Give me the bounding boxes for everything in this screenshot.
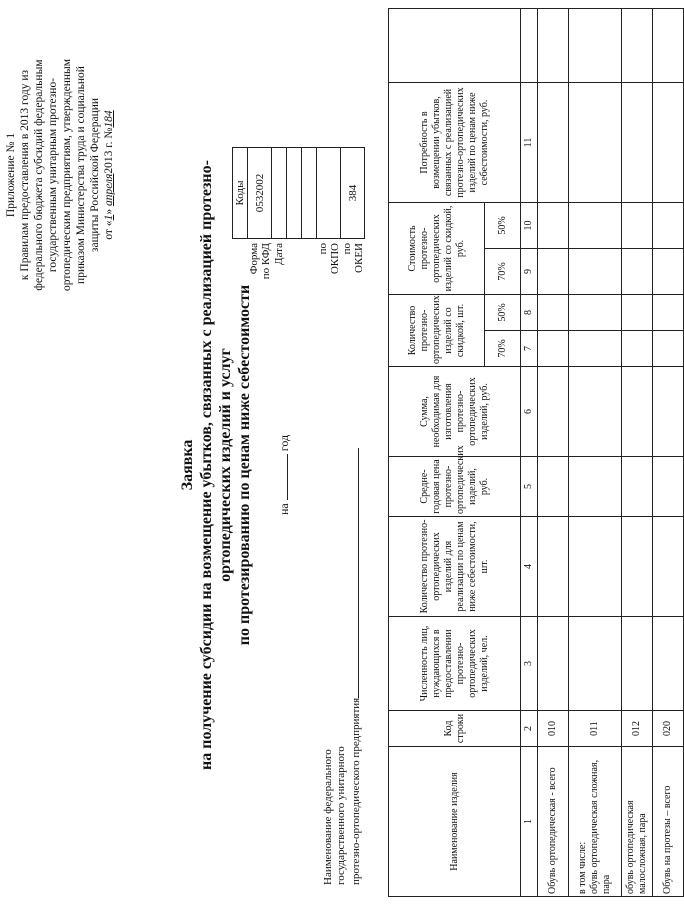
header-price: Средне-годовая цена протезно-ортопедических изделий, руб.	[389, 457, 521, 517]
row-cell	[653, 457, 684, 517]
title-line: Заявка	[179, 439, 196, 491]
row-cell	[653, 617, 684, 711]
header-name: Наименование изделия	[389, 747, 521, 897]
row-cell	[622, 248, 653, 294]
row-cell	[538, 202, 569, 248]
okpo-label: по ОКПО	[316, 243, 341, 275]
row-cell	[569, 248, 622, 294]
row-cell	[622, 82, 653, 202]
title-line: на получение субсидии на возмещение убытков, связанных с реализацией протезно-ортопедических изделий и услуг	[198, 160, 234, 770]
row-cell	[653, 8, 684, 82]
row-cell	[653, 331, 684, 367]
year-suffix: год	[277, 434, 291, 452]
year-line	[276, 435, 292, 515]
row-cell	[653, 367, 684, 457]
header-people: Численность лиц, нуждающихся в предоставлении протезно-ортопедических изделий, чел.	[389, 617, 521, 711]
column-number: 8	[521, 294, 538, 330]
row-cell	[569, 8, 622, 82]
header-quantity: Количество протезно-ортопедических изделий для реализации по ценам ниже себестоимости, шт.	[389, 517, 521, 617]
okei-label: по ОКЕИ	[340, 243, 365, 273]
row-cell	[538, 8, 569, 82]
appendix-line: приказом Министерства труда и социальной	[75, 66, 87, 284]
appendix-line: ортопедическим предприятиям, утвержденным	[61, 58, 73, 292]
title-line: по протезированию по ценам ниже себестоимости	[236, 284, 253, 646]
appendix-line: федерального бюджета субсидий федеральным	[33, 59, 45, 291]
header-need: Потребность в возмещении убытков, связанных с реализацией протезно-ортопедических изделий по ценам ниже себестоимости, руб.	[389, 82, 521, 202]
header-cost-discount: Стоимость протезно-ортопедических изделий со скидкой, руб.	[389, 202, 485, 294]
header-code: Код строки	[389, 711, 521, 747]
table-row	[653, 8, 684, 896]
header-cost-70: 70%	[485, 248, 521, 294]
org-label-line: государственного унитарного	[335, 746, 347, 885]
organization-field	[322, 448, 363, 885]
column-number: 7	[521, 331, 538, 367]
row-cell	[569, 367, 622, 457]
row-cell	[569, 517, 622, 617]
table-row	[622, 8, 653, 896]
column-number-empty	[521, 8, 538, 82]
row-cell	[538, 331, 569, 367]
row-cell	[653, 248, 684, 294]
row-cell	[622, 8, 653, 82]
row-cell	[622, 202, 653, 248]
header-qty-50: 50%	[485, 294, 521, 330]
appendix-note	[4, 5, 116, 345]
row-name: Обувь ортопедическая - всего	[538, 747, 569, 897]
date-prefix: от «	[103, 220, 115, 240]
row-cell	[653, 294, 684, 330]
row-name: обувь ортопедическая малосложная, пара	[622, 747, 653, 897]
row-cell	[622, 517, 653, 617]
code-cell-empty	[302, 148, 317, 239]
row-cell	[569, 202, 622, 248]
column-number: 5	[521, 457, 538, 517]
row-cell	[569, 457, 622, 517]
header-cost-50: 50%	[485, 202, 521, 248]
year-blank	[276, 454, 288, 500]
date-year: 2013 г. №	[103, 127, 115, 174]
document-title	[178, 145, 254, 785]
row-cell	[538, 248, 569, 294]
row-code: 011	[569, 711, 622, 747]
header-qty-70: 70%	[485, 331, 521, 367]
date-code-value	[272, 148, 287, 239]
appendix-line: защиты Российской Федерации	[89, 97, 101, 253]
row-cell	[622, 617, 653, 711]
row-name: в том числе: обувь ортопедическая сложная, пара	[569, 747, 622, 897]
row-cell	[538, 457, 569, 517]
row-code: 010	[538, 711, 569, 747]
org-fill-line	[348, 448, 359, 698]
header-extra	[389, 8, 521, 82]
row-cell	[653, 517, 684, 617]
column-number: 1	[521, 747, 538, 897]
appendix-date	[102, 5, 116, 345]
header-quantity-discount: Количество протезно-ортопедических изделий со скидкой, шт.	[389, 294, 485, 366]
row-name: Обувь на протезы – всего	[653, 747, 684, 897]
header-sum: Сумма, необходимая для изготовления протезно-ортопедических изделий, руб.	[389, 367, 521, 457]
codes-header: Коды	[233, 148, 248, 239]
row-cell	[653, 82, 684, 202]
row-cell	[538, 294, 569, 330]
row-cell	[538, 82, 569, 202]
date-label: Дата	[273, 243, 285, 265]
column-number: 11	[521, 82, 538, 202]
row-cell	[569, 82, 622, 202]
date-month: апреля	[103, 173, 115, 207]
row-cell	[622, 367, 653, 457]
table-row	[569, 8, 622, 896]
date-mid: »	[103, 208, 115, 215]
row-code: 020	[653, 711, 684, 747]
okpo-code-value	[317, 148, 341, 239]
form-label: Форма по КФД	[247, 243, 272, 280]
row-cell	[622, 294, 653, 330]
column-number: 10	[521, 202, 538, 248]
year-prefix: на	[277, 503, 291, 515]
column-number: 6	[521, 367, 538, 457]
row-cell	[653, 202, 684, 248]
column-number: 4	[521, 517, 538, 617]
appendix-line: к Правилам предоставления в 2013 году из	[19, 69, 31, 281]
code-cell-empty	[287, 148, 302, 239]
row-cell	[569, 331, 622, 367]
column-number: 9	[521, 248, 538, 294]
org-label-line: Наименование федерального	[322, 749, 334, 885]
org-label-line: протезно-ортопедического предприятия	[350, 697, 362, 885]
row-cell	[569, 617, 622, 711]
date-number: 184	[103, 110, 115, 128]
row-cell	[538, 517, 569, 617]
okei-code-value: 384	[341, 148, 365, 239]
form-code-value: 0532002	[248, 148, 272, 239]
column-number: 2	[521, 711, 538, 747]
appendix-line: Приложение № 1	[5, 132, 17, 218]
row-cell	[622, 457, 653, 517]
row-cell	[538, 617, 569, 711]
row-cell	[538, 367, 569, 457]
table-row	[538, 8, 569, 896]
row-code: 012	[622, 711, 653, 747]
column-number: 3	[521, 617, 538, 711]
row-cell	[569, 294, 622, 330]
date-day: 1	[103, 214, 115, 221]
appendix-line: государственным унитарным протезно-	[47, 77, 59, 273]
row-cell	[622, 331, 653, 367]
column-numbers-row	[521, 8, 538, 896]
subsidy-table	[388, 8, 684, 897]
